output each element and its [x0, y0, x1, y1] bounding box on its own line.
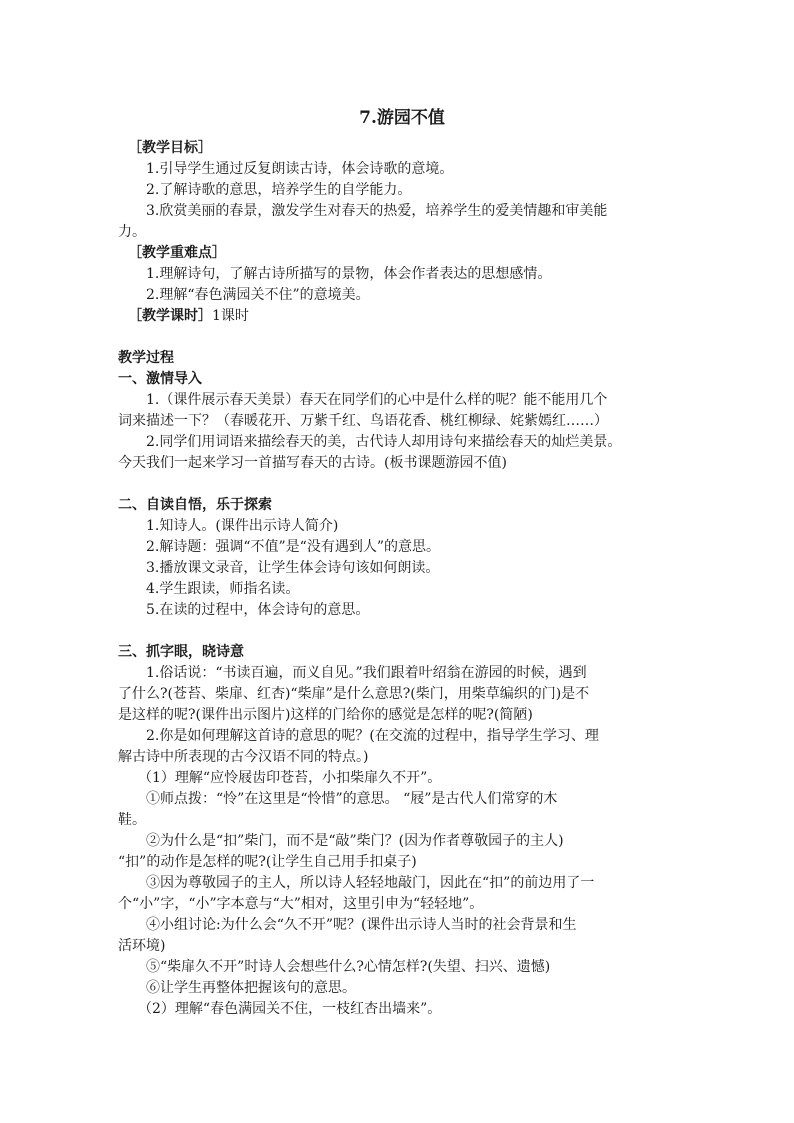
key-point-item-1: 1.理解诗句，了解古诗所描写的景物，体会作者表达的思想感情。 — [146, 266, 552, 282]
section3-line-12: 个“小”字，“小”字本意与“大”相对，这里引申为“轻轻地”。 — [118, 896, 484, 912]
section3-line-11: ③因为尊敬园子的主人，所以诗人轻轻地敲门，因此在“扣”的前边用了一 — [146, 875, 595, 891]
section3-line-3: 是这样的呢?(课件出示图片)这样的门给你的感觉是怎样的呢?(简陋) — [118, 707, 533, 723]
section2-item-3: 3.播放课文录音，让学生体会诗句该如何朗读。 — [146, 560, 440, 576]
hours-label: ［教学课时］ — [128, 308, 212, 324]
section2-item-2: 2.解诗题：强调“不值”是“没有遇到人”的意思。 — [146, 539, 440, 555]
spacer — [118, 327, 686, 348]
section2-item-5: 5.在读的过程中，体会诗句的意思。 — [146, 602, 370, 618]
section3-line-10: “扣”的动作是怎样的呢?(让学生自己用手扣桌子) — [118, 854, 417, 870]
key-points-label: ［教学重难点］ — [128, 245, 226, 261]
section3-line-2: 了什么?(苍苔、柴扉、红杏)“柴扉”是什么意思?(柴门，用柴草编织的门)是不 — [118, 686, 590, 702]
section2-heading: 二、自读自悟，乐于探索 — [118, 497, 272, 513]
section1-line-1: 1.（课件展示春天美景）春天在同学们的心中是什么样的呢？能不能用几个 — [146, 392, 608, 408]
section3-line-5: 解古诗中所表现的古今汉语不同的特点。) — [118, 749, 369, 765]
section1-line-3: 2.同学们用词语来描绘春天的美，古代诗人却用诗句来描绘春天的灿烂美景。 — [146, 434, 622, 450]
section3-line-1: 1.俗话说：“书读百遍，而义自见。”我们跟着叶绍翁在游园的时候，遇到 — [146, 665, 587, 681]
section3-line-13: ④小组讨论:为什么会“久不开”呢？(课件出示诗人当时的社会背景和生 — [146, 917, 577, 933]
section3-line-7: ①师点拨：“怜”在这里是“怜惜”的意思。 “屐”是古代人们常穿的木 — [146, 791, 558, 807]
document-title: 7.游园不值 — [359, 108, 445, 128]
section2-item-4: 4.学生跟读，师指名读。 — [146, 581, 300, 597]
hours-value: 1课时 — [212, 308, 249, 324]
document-page — [118, 106, 686, 1020]
section3-line-16: ⑥让学生再整体把握该句的意思。 — [146, 980, 356, 996]
process-title: 教学过程 — [118, 350, 174, 366]
section1-line-4: 今天我们一起来学习一首描写春天的古诗。(板书课题游园不值) — [118, 455, 507, 471]
key-point-item-2: 2.理解“春色满园关不住”的意境美。 — [146, 287, 370, 303]
section1-line-2: 词来描述一下？（春暖花开、万紫千红、鸟语花香、桃红柳绿、姹紫嫣红……） — [118, 413, 608, 429]
hours-row — [118, 306, 686, 327]
section3-line-6: （1）理解“应怜屐齿印苍苔，小扣柴扉久不开”。 — [138, 770, 442, 786]
section3-line-17: （2）理解“春色满园关不住，一枝红杏出墙来”。 — [138, 1001, 442, 1017]
section3-heading: 三、抓字眼，晓诗意 — [118, 644, 244, 660]
section3-line-15: ⑤“柴扉久不开”时诗人会想些什么?心情怎样?(失望、扫兴、遗憾) — [146, 959, 551, 975]
section2-item-1: 1.知诗人。(课件出示诗人简介) — [146, 518, 339, 534]
goal-item-1: 1.引导学生通过反复朗读古诗，体会诗歌的意境。 — [146, 161, 454, 177]
goal-item-3-wrap: 力。 — [118, 224, 146, 240]
goals-label: ［教学目标］ — [128, 140, 212, 156]
spacer — [118, 621, 686, 642]
section1-heading: 一、激情导入 — [118, 371, 202, 387]
section3-line-14: 活环境) — [118, 938, 166, 954]
spacer — [118, 474, 686, 495]
section3-line-9: ②为什么是“扣”柴门，而不是“敲”柴门？(因为作者尊敬园子的主人) — [146, 833, 564, 849]
goal-item-2: 2.了解诗歌的意思，培养学生的自学能力。 — [146, 182, 412, 198]
goal-item-3: 3.欣赏美丽的春景，激发学生对春天的热爱，培养学生的爱美情趣和审美能 — [146, 203, 608, 219]
section3-line-8: 鞋。 — [118, 812, 146, 828]
section3-line-4: 2.你是如何理解这首诗的意思的呢？(在交流的过程中，指导学生学习、理 — [146, 728, 599, 744]
